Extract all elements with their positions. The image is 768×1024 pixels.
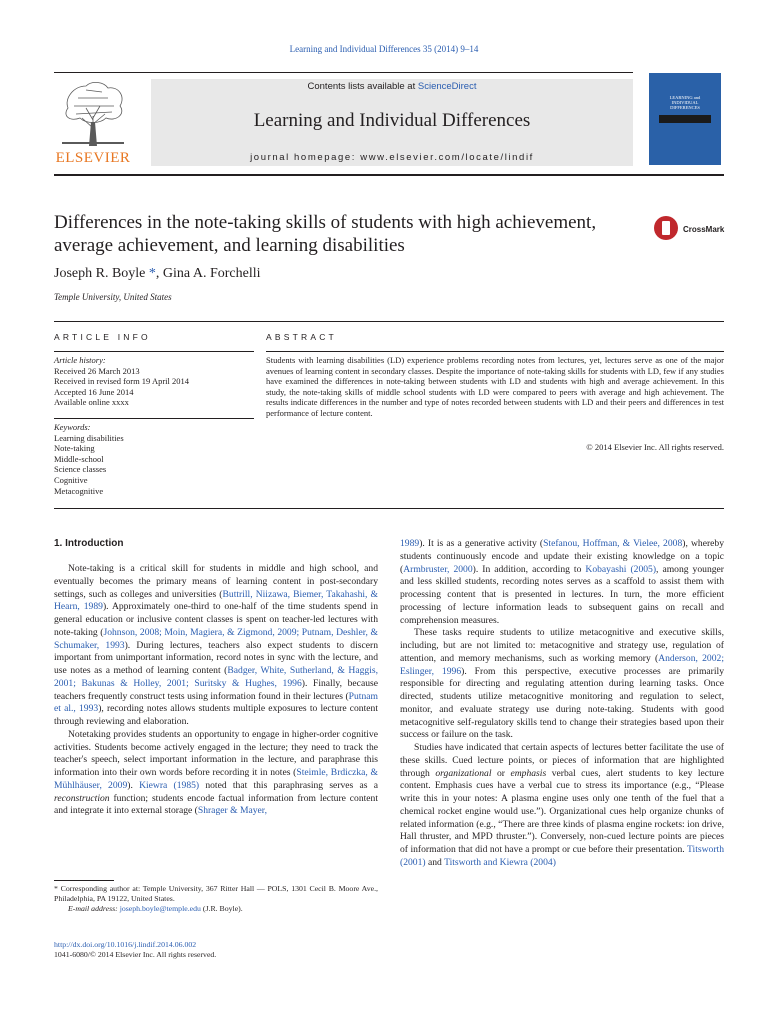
article-info-rule	[54, 351, 254, 352]
keyword-item: Middle-school	[54, 453, 104, 464]
author-forchelli: Gina A. Forchelli	[162, 266, 261, 281]
cover-title: LEARNING and INDIVIDUAL DIFFERENCES	[669, 95, 701, 110]
abstract-copyright: © 2014 Elsevier Inc. All rights reserved.	[586, 442, 724, 452]
text-run: ). From this perspective, executive processes are primarily responsible for directing and regulating attention during learning tasks. Once directed, students utilize metacognitive monitoring and regulation to select, monitor, and evaluate strategy use during note-taking. Students with good metacognitive self-regulatory skills tend to change their strategies based upon their success or failure on the task.	[400, 665, 724, 741]
emphasis: emphasis	[510, 767, 547, 779]
citation-link[interactable]: Kiewra (1985)	[139, 779, 200, 791]
keyword-item: Science classes	[54, 464, 107, 475]
article-info-heading: ARTICLE INFO	[54, 332, 151, 342]
elsevier-wordmark: ELSEVIER	[55, 150, 131, 166]
citation-link[interactable]: Steimle, Brdiczka, & Mühlhäuser, 2009	[54, 767, 378, 791]
citation-link[interactable]: Armbruster, 2000	[403, 563, 473, 575]
crossmark-label[interactable]: CrossMark	[683, 225, 725, 234]
received-date: Received 26 March 2013	[54, 365, 140, 376]
journal-reference[interactable]: Learning and Individual Differences 35 (2014) 9–14	[289, 44, 479, 54]
body-rule	[54, 508, 724, 509]
elsevier-tree-logo	[56, 78, 130, 148]
contents-prefix: Contents lists available at	[307, 81, 418, 92]
keyword-item: Note-taking	[54, 443, 95, 454]
footnote-star: *	[54, 884, 58, 893]
revised-date: Received in revised form 19 April 2014	[54, 376, 190, 387]
text-run: Note-taking is a critical skill for students in middle and high school, and eventually becomes the primary means of learning content in post-secondary settings, such as colleges and universities (	[54, 563, 378, 600]
accepted-date: Accepted 16 June 2014	[54, 386, 134, 397]
keyword-item: Cognitive	[54, 474, 88, 485]
paragraph	[400, 538, 724, 627]
left-column	[54, 563, 378, 818]
journal-homepage: journal homepage: www.elsevier.com/locate/lindif	[250, 152, 534, 163]
cover-image-strip	[659, 115, 711, 123]
email-suffix: (J.R. Boyle).	[200, 904, 243, 913]
text-run: ). Finally, because teachers frequently construct tests using information found in their lectures (	[54, 677, 378, 702]
info-rule-top	[54, 321, 724, 322]
footnote-author	[54, 884, 378, 904]
citation-link[interactable]: Titsworth and Kiewra (2004)	[444, 856, 556, 868]
contents-line	[151, 81, 633, 92]
paragraph	[54, 563, 378, 729]
email-label: E-mail address:	[68, 904, 120, 913]
text-run: Notetaking provides students an opportunity to engage in higher-order cognitive activities. Students become actively engaged in the lecture; they need to track the teacher's speech, select important information in the lecture, and paraphrase this information into their own words before recording it in notes (	[54, 728, 378, 778]
text-run: , among younger and less skilled students, recording notes serves as a scaffold to assist them with processing content that is presented in lectures. In turn, the more efficient processing of lecture information leads to subsequent gains on recall and comprehension measures.	[400, 563, 724, 626]
citation-link[interactable]: Badger, White, Sutherland, & Haggis, 2001; Bakunas & Holley, 2001; Suritsky & Hughes, 1996	[54, 665, 378, 689]
text-run: and	[425, 856, 445, 868]
sciencedirect-link[interactable]: ScienceDirect	[417, 81, 477, 92]
article-history	[54, 355, 254, 408]
author-boyle: Joseph R. Boyle	[54, 266, 146, 281]
abstract-heading: ABSTRACT	[266, 332, 337, 342]
text-run: ). During lectures, teachers also expect students to discern important from unimportant information, record notes in sync with the lecture, and use notes as a method of learning content (	[54, 639, 378, 676]
paragraph	[400, 742, 724, 870]
citation-link[interactable]: Stefanou, Hoffman, & Vielee, 2008	[543, 538, 683, 549]
citation-link[interactable]: Kobayashi (2005)	[585, 563, 657, 575]
online-date: Available online xxxx	[54, 397, 129, 408]
text-run: ).	[127, 779, 140, 791]
journal-cover	[649, 73, 721, 165]
text-run: ), recording notes allows students multiple exposures to lecture content through reviewing and elaboration.	[54, 703, 378, 727]
keyword-item: Learning disabilities	[54, 432, 124, 443]
footnote	[54, 884, 378, 914]
abstract-text: Students with learning disabilities (LD) experience problems recording notes from lectures, yet, lectures serve as one of the major avenues of learning content in secondary classes. Despite the importance of note-taking skills for students with LD, few if any studies have examined the differences in note-taking between students with LD and students with high and average achievement. In this study, the note-taking skills of middle school students with LD were compared to peers with average and high achievement. The results indicate differences in the number and type of notes recorded between students with LD and their peers and differences in test performance of lecture content.	[266, 355, 724, 418]
corresponding-author-mark[interactable]: *	[145, 266, 156, 281]
article-title: Differences in the note-taking skills of students with high achievement, average achievement, and learning disabilities	[54, 212, 597, 256]
keywords-rule	[54, 418, 254, 419]
text-run: or	[491, 767, 511, 779]
citation-link[interactable]: Anderson, 2002; Eslinger, 1996	[400, 652, 724, 677]
text-run: These tasks require students to utilize metacognitive and executive skills, including, but are not limited to: metacognitive and strategy use, regulation of attention, and memory mechanisms, such as working memory (	[400, 627, 724, 664]
crossmark-bookmark	[662, 221, 670, 235]
citation-link[interactable]: 1989	[400, 538, 420, 549]
keyword-item: Metacognitive	[54, 485, 104, 496]
text-run: verbal cues, alert students to key lecture content. Emphasis cues have a verbal cue to stress its importance (e.g., “Please write this in your notes: A plasma engine uses only one tenth of the fuel that a chemical rocket engine would use.”). Organizational cues help organize chunks of related information (e.g., “There are three kinds of plasma engine rockets: ion drive, Hall thruster, and MPD thruster.”). Conversely, non-cued lecture points are pieces of information that did not have a prompt or cue before their presentation.	[400, 767, 724, 855]
paragraph	[400, 627, 724, 742]
right-column	[400, 538, 724, 870]
history-label: Article history:	[54, 355, 106, 365]
citation-link[interactable]: Titsworth (2001)	[400, 844, 724, 868]
issn-line: 1041-6080/© 2014 Elsevier Inc. All rights reserved.	[54, 950, 217, 959]
email-link[interactable]: joseph.boyle@temple.edu	[119, 904, 201, 913]
journal-name: Learning and Individual Differences	[253, 110, 531, 131]
affiliation: Temple University, United States	[54, 292, 172, 302]
text-run: ). Approximately one-third to one-half of the time students spend in general education or inclusive content classes is spent on teacher-led lectures with note-taking (	[54, 601, 378, 638]
authors	[54, 266, 261, 282]
text-run: ), whereby students continuously encode and update their existing knowledge on a topic (	[400, 538, 724, 575]
footnote-email-line	[54, 904, 378, 914]
keywords	[54, 422, 254, 496]
paragraph	[54, 729, 378, 818]
footnote-text: Corresponding author at: Temple University, 367 Ritter Hall — POLS, 1301 Cecil B. Moore Ave., Philadelphia, PA 19122, United States.	[54, 884, 378, 903]
emphasis: reconstruction	[54, 792, 110, 804]
citation-link[interactable]: Buttrill, Niizawa, Biemer, Takahashi, & Hearn, 1989	[54, 588, 378, 613]
citation-link[interactable]: Putnam et al., 1993	[54, 690, 378, 715]
footnote-rule	[54, 880, 114, 881]
doi-block	[54, 940, 378, 960]
text-run: noted that this paraphrasing serves as a	[199, 779, 378, 791]
text-run: ). It is as a generative activity (	[419, 538, 544, 549]
header-rule-bottom	[54, 174, 724, 176]
section-heading: 1. Introduction	[54, 538, 124, 549]
text-run: function; students encode factual information from lecture content and integrate it into external storage (	[54, 792, 378, 817]
text-run: ). In addition, according to	[472, 563, 586, 575]
crossmark-icon[interactable]	[654, 216, 678, 240]
doi-link[interactable]: http://dx.doi.org/10.1016/j.lindif.2014.06.002	[54, 940, 197, 949]
header-rule-top	[54, 72, 633, 73]
citation-link[interactable]: Shrager & Mayer,	[197, 805, 268, 817]
author-separator: ,	[155, 266, 163, 281]
abstract-rule	[266, 351, 724, 352]
text-run: Studies have indicated that certain aspects of lectures better facilitate the use of these skills. Cued lecture points, or pieces of information that are highlighted through	[400, 742, 724, 779]
citation-link[interactable]: Johnson, 2008; Moin, Magiera, & Zigmond, 2009; Putnam, Deshler, & Schumaker, 1993	[54, 626, 378, 651]
keywords-label: Keywords:	[54, 422, 91, 432]
emphasis: organizational	[435, 767, 492, 779]
